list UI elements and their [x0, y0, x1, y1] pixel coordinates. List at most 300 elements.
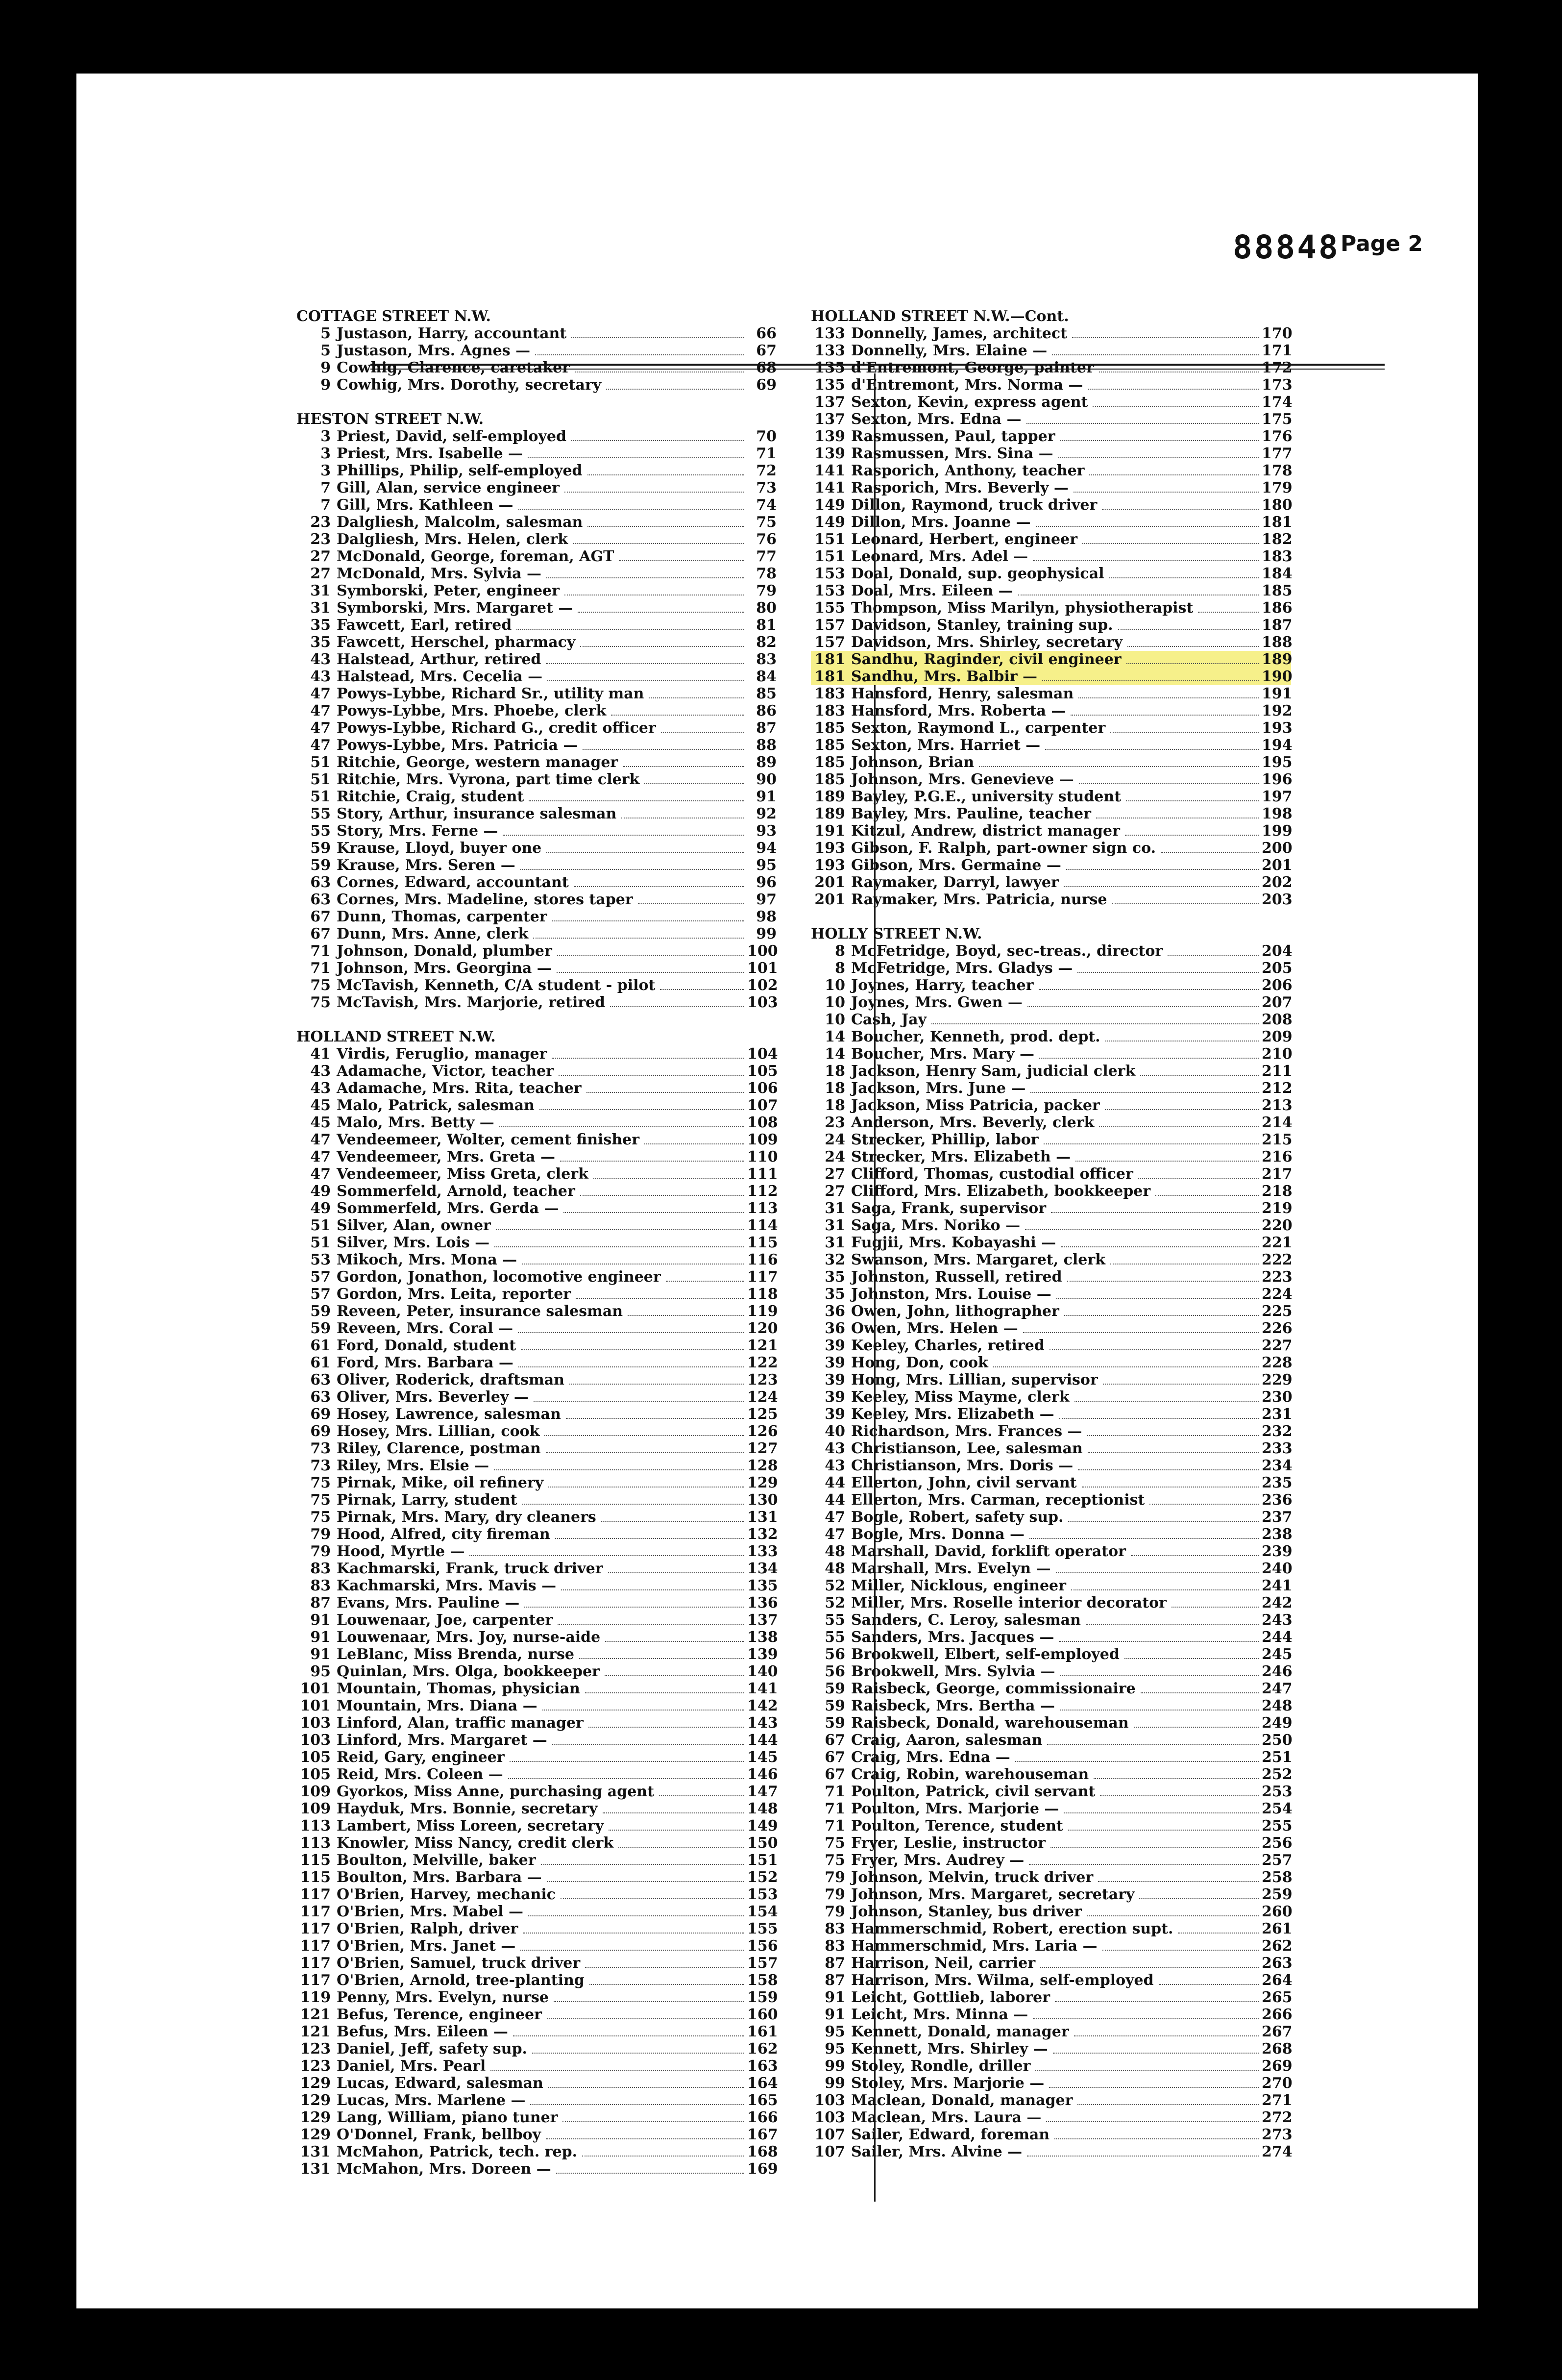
- resident-name: Sandhu, Mrs. Balbir —: [851, 668, 1038, 685]
- dot-leader: [539, 1109, 744, 1110]
- dot-leader: [644, 1143, 744, 1144]
- directory-entry: [811, 788, 1291, 805]
- resident-name: Bayley, Mrs. Pauline, teacher: [851, 805, 1091, 822]
- directory-entry: [296, 2143, 777, 2160]
- house-number: 181: [814, 651, 845, 668]
- resident-name: Harrison, Mrs. Wilma, self-employed: [851, 1972, 1154, 1989]
- house-number: 67: [825, 1732, 845, 1749]
- entry-reference: 85: [756, 685, 777, 702]
- house-number: 47: [310, 685, 331, 702]
- directory-entry: [296, 1217, 777, 1234]
- entry-reference: 221: [1262, 1234, 1293, 1251]
- directory-entry: [296, 1526, 777, 1543]
- house-number: 87: [310, 1594, 331, 1611]
- directory-entry: [811, 1663, 1291, 1680]
- house-number: 43: [825, 1440, 845, 1457]
- dot-leader: [1077, 2104, 1259, 2105]
- dot-leader: [496, 1229, 744, 1230]
- house-number: 123: [300, 2040, 331, 2058]
- directory-entry: [811, 1354, 1291, 1371]
- directory-entry: [811, 2040, 1291, 2058]
- house-number: 32: [825, 1251, 845, 1268]
- entry-reference: 198: [1262, 805, 1293, 822]
- dot-leader: [566, 1418, 744, 1419]
- house-number: 91: [310, 1629, 331, 1646]
- directory-entry: [296, 1732, 777, 1749]
- house-number: 59: [825, 1697, 845, 1714]
- house-number: 121: [300, 2023, 331, 2040]
- house-number: 14: [825, 1028, 845, 1045]
- dot-leader: [582, 2156, 744, 2157]
- entry-reference: 229: [1262, 1371, 1293, 1388]
- entry-reference: 220: [1262, 1217, 1293, 1234]
- dot-leader: [585, 1967, 744, 1968]
- entry-reference: 146: [747, 1766, 778, 1783]
- house-number: 39: [825, 1337, 845, 1354]
- entry-reference: 228: [1262, 1354, 1293, 1371]
- directory-entry: [811, 2075, 1291, 2092]
- resident-name: d'Entremont, George, painter: [851, 359, 1094, 376]
- directory-entry: [811, 394, 1291, 411]
- dot-leader: [528, 1915, 744, 1916]
- directory-entry: [296, 1920, 777, 1937]
- entry-reference: 141: [747, 1680, 778, 1697]
- dot-leader: [546, 2138, 744, 2139]
- directory-entry: [811, 994, 1291, 1011]
- dot-leader: [548, 1487, 744, 1488]
- dot-leader: [1088, 1452, 1259, 1453]
- dot-leader: [1172, 1607, 1259, 1608]
- directory-entry: [811, 1611, 1291, 1629]
- dot-leader: [490, 2070, 744, 2071]
- directory-entry: [296, 1406, 777, 1423]
- directory-entry: [296, 1989, 777, 2006]
- resident-name: Dillon, Mrs. Joanne —: [851, 514, 1031, 531]
- entry-reference: 131: [747, 1509, 778, 1526]
- entry-reference: 183: [1262, 548, 1293, 565]
- directory-entry: [296, 805, 777, 822]
- dot-leader: [1059, 1418, 1259, 1419]
- directory-entry: [811, 617, 1291, 634]
- house-number: 9: [320, 376, 331, 394]
- entry-reference: 269: [1262, 2058, 1293, 2075]
- entry-reference: 136: [747, 1594, 778, 1611]
- house-number: 83: [310, 1560, 331, 1577]
- resident-name: Cornes, Mrs. Madeline, stores taper: [337, 891, 633, 908]
- entry-reference: 147: [747, 1783, 778, 1800]
- dot-leader: [1015, 1761, 1259, 1762]
- directory-entry: [811, 2109, 1291, 2126]
- dot-leader: [552, 1058, 744, 1059]
- entry-reference: 242: [1262, 1594, 1293, 1611]
- resident-name: Rasporich, Mrs. Beverly —: [851, 479, 1069, 496]
- house-number: 48: [825, 1543, 845, 1560]
- entry-reference: 124: [747, 1388, 778, 1406]
- dot-leader: [1050, 1847, 1259, 1848]
- entry-reference: 237: [1262, 1509, 1293, 1526]
- resident-name: Joynes, Harry, teacher: [851, 977, 1034, 994]
- entry-reference: 80: [756, 599, 777, 617]
- house-number: 189: [814, 805, 845, 822]
- directory-entry: [296, 1509, 777, 1526]
- resident-name: Oliver, Mrs. Beverley —: [337, 1388, 529, 1406]
- dot-leader: [1052, 354, 1259, 355]
- resident-name: Reid, Mrs. Coleen —: [337, 1766, 503, 1783]
- resident-name: Christianson, Lee, salesman: [851, 1440, 1083, 1457]
- directory-entry: [296, 2126, 777, 2143]
- dot-leader: [660, 989, 744, 990]
- entry-reference: 177: [1262, 445, 1293, 462]
- entry-reference: 129: [747, 1474, 778, 1491]
- house-number: 101: [300, 1697, 331, 1714]
- directory-entry: [811, 1835, 1291, 1852]
- directory-entry: [811, 411, 1291, 428]
- dot-leader: [555, 1538, 744, 1539]
- directory-entry: [296, 1440, 777, 1457]
- dot-leader: [1074, 2035, 1259, 2036]
- resident-name: McMahon, Mrs. Doreen —: [337, 2160, 551, 2178]
- house-number: 113: [300, 1835, 331, 1852]
- entry-reference: 267: [1262, 2023, 1293, 2040]
- resident-name: Raisbeck, Mrs. Bertha —: [851, 1697, 1055, 1714]
- resident-name: O'Brien, Harvey, mechanic: [337, 1886, 556, 1903]
- directory-entry: [296, 1388, 777, 1406]
- house-number: 141: [814, 462, 845, 479]
- dot-leader: [1088, 389, 1259, 390]
- house-number: 3: [320, 462, 331, 479]
- directory-entry: [811, 1646, 1291, 1663]
- directory-entry: [296, 462, 777, 479]
- entry-reference: 150: [747, 1835, 778, 1852]
- directory-entry: [811, 1972, 1291, 1989]
- house-number: 63: [310, 891, 331, 908]
- entry-reference: 120: [747, 1320, 778, 1337]
- dot-leader: [1029, 1538, 1259, 1539]
- entry-reference: 272: [1262, 2109, 1293, 2126]
- entry-reference: 109: [747, 1131, 778, 1148]
- entry-reference: 79: [756, 582, 777, 599]
- entry-reference: 162: [747, 2040, 778, 2058]
- directory-entry: [811, 1234, 1291, 1251]
- house-number: 95: [310, 1663, 331, 1680]
- directory-entry: [296, 1097, 777, 1114]
- dot-leader: [494, 1246, 744, 1247]
- entry-reference: 166: [747, 2109, 778, 2126]
- entry-reference: 266: [1262, 2006, 1293, 2023]
- house-number: 67: [825, 1749, 845, 1766]
- directory-entry: [296, 1148, 777, 1165]
- directory-entry: [811, 462, 1291, 479]
- resident-name: Rasporich, Anthony, teacher: [851, 462, 1085, 479]
- directory-entry: [811, 1491, 1291, 1509]
- house-number: 123: [300, 2058, 331, 2075]
- entry-reference: 106: [747, 1080, 778, 1097]
- dot-leader: [1134, 1727, 1259, 1728]
- directory-entry: [296, 1268, 777, 1286]
- house-number: 44: [825, 1491, 845, 1509]
- resident-name: McTavish, Kenneth, C/A student - pilot: [337, 977, 656, 994]
- house-number: 47: [825, 1526, 845, 1543]
- entry-reference: 87: [756, 719, 777, 737]
- entry-reference: 258: [1262, 1869, 1293, 1886]
- entry-reference: 252: [1262, 1766, 1293, 1783]
- dot-leader: [609, 1830, 744, 1831]
- entry-reference: 67: [756, 342, 777, 359]
- directory-entry: [811, 445, 1291, 462]
- dot-leader: [547, 1881, 744, 1882]
- dot-leader: [469, 1555, 744, 1556]
- resident-name: Gibson, Mrs. Germaine —: [851, 857, 1061, 874]
- house-number: 109: [300, 1800, 331, 1817]
- resident-name: Cowhig, Clarence, caretaker: [337, 359, 570, 376]
- entry-reference: 213: [1262, 1097, 1293, 1114]
- house-number: 183: [814, 702, 845, 719]
- directory-entry: [296, 651, 777, 668]
- entry-reference: 75: [756, 514, 777, 531]
- house-number: 183: [814, 685, 845, 702]
- entry-reference: 273: [1262, 2126, 1293, 2143]
- entry-reference: 203: [1262, 891, 1293, 908]
- resident-name: Mountain, Mrs. Diana —: [337, 1697, 537, 1714]
- house-number: 133: [814, 342, 845, 359]
- resident-name: Boulton, Mrs. Barbara —: [337, 1869, 542, 1886]
- house-number: 63: [310, 1388, 331, 1406]
- entry-reference: 119: [747, 1303, 778, 1320]
- directory-entry: [811, 1920, 1291, 1937]
- dot-leader: [618, 1847, 744, 1848]
- house-number: 135: [814, 359, 845, 376]
- resident-name: Strecker, Phillip, labor: [851, 1131, 1039, 1148]
- house-number: 52: [825, 1577, 845, 1594]
- dot-leader: [542, 1710, 744, 1711]
- entry-reference: 204: [1262, 942, 1293, 960]
- directory-entry: [296, 822, 777, 840]
- resident-name: O'Brien, Samuel, truck driver: [337, 1955, 581, 1972]
- house-number: 39: [825, 1406, 845, 1423]
- resident-name: McMahon, Patrick, tech. rep.: [337, 2143, 578, 2160]
- entry-reference: 157: [747, 1955, 778, 1972]
- resident-name: Rasmussen, Mrs. Sina —: [851, 445, 1053, 462]
- directory-entry: [811, 685, 1291, 702]
- resident-name: Powys-Lybbe, Mrs. Phoebe, clerk: [337, 702, 607, 719]
- resident-name: Gordon, Jonathon, locomotive engineer: [337, 1268, 661, 1286]
- dot-leader: [571, 440, 744, 441]
- entry-reference: 197: [1262, 788, 1293, 805]
- directory-entry: [811, 891, 1291, 908]
- entry-reference: 92: [756, 805, 777, 822]
- house-number: 39: [825, 1388, 845, 1406]
- directory-entry: [296, 1783, 777, 1800]
- directory-entry: [811, 565, 1291, 582]
- house-number: 61: [310, 1337, 331, 1354]
- house-number: 113: [300, 1817, 331, 1835]
- entry-reference: 188: [1262, 634, 1293, 651]
- entry-reference: 140: [747, 1663, 778, 1680]
- resident-name: Raymaker, Mrs. Patricia, nurse: [851, 891, 1107, 908]
- dot-leader: [1045, 749, 1259, 750]
- directory-entry: [811, 1388, 1291, 1406]
- entry-reference: 170: [1262, 325, 1293, 342]
- dot-leader: [1039, 989, 1259, 990]
- directory-entry: [811, 1903, 1291, 1920]
- directory-entry: [811, 496, 1291, 514]
- house-number: 43: [825, 1457, 845, 1474]
- street-heading: HESTON STREET N.W.: [296, 411, 484, 428]
- directory-entry: [811, 1937, 1291, 1955]
- directory-entry: [811, 1955, 1291, 1972]
- house-number: 79: [825, 1869, 845, 1886]
- dot-leader: [1071, 1589, 1259, 1590]
- directory-entry: [296, 719, 777, 737]
- house-number: 59: [310, 840, 331, 857]
- directory-entry: [296, 788, 777, 805]
- directory-entry: [296, 1886, 777, 1903]
- house-number: 101: [300, 1680, 331, 1697]
- directory-entry: [296, 1972, 777, 1989]
- directory-entry: [811, 942, 1291, 960]
- resident-name: Keeley, Mrs. Elizabeth —: [851, 1406, 1054, 1423]
- dot-leader: [561, 1589, 744, 1590]
- house-number: 36: [825, 1303, 845, 1320]
- entry-reference: 168: [747, 2143, 778, 2160]
- dot-leader: [513, 2035, 744, 2036]
- house-number: 79: [825, 1903, 845, 1920]
- entry-reference: 181: [1262, 514, 1293, 531]
- directory-entry: [811, 634, 1291, 651]
- dot-leader: [1155, 1195, 1259, 1196]
- directory-entry: [296, 376, 777, 394]
- house-number: 185: [814, 719, 845, 737]
- entry-reference: 148: [747, 1800, 778, 1817]
- resident-name: Johnston, Russell, retired: [851, 1268, 1062, 1286]
- directory-entry: [296, 1371, 777, 1388]
- entry-reference: 234: [1262, 1457, 1293, 1474]
- directory-entry: [811, 1217, 1291, 1234]
- house-number: 87: [825, 1972, 845, 1989]
- house-number: 95: [825, 2023, 845, 2040]
- resident-name: Symborski, Peter, engineer: [337, 582, 560, 599]
- resident-name: Maclean, Mrs. Laura —: [851, 2109, 1042, 2126]
- resident-name: Priest, Mrs. Isabelle —: [337, 445, 523, 462]
- entry-reference: 100: [747, 942, 778, 960]
- dot-leader: [1072, 337, 1259, 338]
- directory-entry: [811, 1251, 1291, 1268]
- house-number: 51: [310, 1217, 331, 1234]
- entry-reference: 126: [747, 1423, 778, 1440]
- entry-reference: 125: [747, 1406, 778, 1423]
- dot-leader: [1027, 1006, 1259, 1007]
- house-number: 71: [310, 960, 331, 977]
- entry-reference: 211: [1262, 1063, 1293, 1080]
- dot-leader: [1094, 1778, 1259, 1779]
- entry-reference: 77: [756, 548, 777, 565]
- house-number: 67: [310, 925, 331, 942]
- entry-reference: 265: [1262, 1989, 1293, 2006]
- dot-leader: [601, 1521, 744, 1522]
- resident-name: Clifford, Mrs. Elizabeth, bookkeeper: [851, 1183, 1151, 1200]
- resident-name: Sommerfeld, Mrs. Gerda —: [337, 1200, 559, 1217]
- entry-reference: 184: [1262, 565, 1293, 582]
- dot-leader: [518, 509, 745, 510]
- house-number: 57: [310, 1286, 331, 1303]
- dot-leader: [585, 1692, 744, 1693]
- directory-entry: [811, 531, 1291, 548]
- entry-reference: 262: [1262, 1937, 1293, 1955]
- resident-name: Davidson, Mrs. Shirley, secretary: [851, 634, 1123, 651]
- entry-reference: 176: [1262, 428, 1293, 445]
- house-number: 31: [310, 582, 331, 599]
- resident-name: Malo, Mrs. Betty —: [337, 1114, 494, 1131]
- house-number: 35: [310, 617, 331, 634]
- resident-name: Louwenaar, Joe, carpenter: [337, 1611, 553, 1629]
- entry-reference: 224: [1262, 1286, 1293, 1303]
- directory-entry: [811, 1286, 1291, 1303]
- entry-reference: 200: [1262, 840, 1293, 857]
- house-number: 83: [825, 1937, 845, 1955]
- resident-name: Hammerschmid, Mrs. Laria —: [851, 1937, 1098, 1955]
- directory-entry: [296, 1045, 777, 1063]
- directory-entry: [296, 2023, 777, 2040]
- resident-name: O'Brien, Mrs. Janet —: [337, 1937, 516, 1955]
- house-number: 129: [300, 2126, 331, 2143]
- entry-reference: 250: [1262, 1732, 1293, 1749]
- dot-leader: [587, 526, 744, 527]
- resident-name: Powys-Lybbe, Mrs. Patricia —: [337, 737, 578, 754]
- entry-reference: 78: [756, 565, 777, 582]
- resident-name: Sexton, Mrs. Harriet —: [851, 737, 1041, 754]
- entry-reference: 161: [747, 2023, 778, 2040]
- resident-name: Fryer, Leslie, instructor: [851, 1835, 1046, 1852]
- resident-name: Anderson, Mrs. Beverly, clerk: [851, 1114, 1095, 1131]
- entry-reference: 235: [1262, 1474, 1293, 1491]
- resident-name: Boulton, Melville, baker: [337, 1852, 536, 1869]
- house-number: 153: [814, 582, 845, 599]
- resident-name: O'Donnel, Frank, bellboy: [337, 2126, 541, 2143]
- resident-name: Sexton, Mrs. Edna —: [851, 411, 1022, 428]
- house-number: 135: [814, 376, 845, 394]
- resident-name: Sailer, Edward, foreman: [851, 2126, 1050, 2143]
- directory-entry: [296, 1354, 777, 1371]
- dot-leader: [623, 766, 744, 767]
- dot-leader: [573, 543, 744, 544]
- dot-leader: [1103, 1384, 1259, 1385]
- house-number: 55: [825, 1629, 845, 1646]
- dot-leader: [508, 1778, 744, 1779]
- house-number: 3: [320, 445, 331, 462]
- dot-leader: [1110, 732, 1259, 733]
- directory-entry: [296, 1491, 777, 1509]
- entry-reference: 191: [1262, 685, 1293, 702]
- entry-reference: 201: [1262, 857, 1293, 874]
- resident-name: Sanders, Mrs. Jacques —: [851, 1629, 1054, 1646]
- entry-reference: 264: [1262, 1972, 1293, 1989]
- resident-name: Fawcett, Herschel, pharmacy: [337, 634, 576, 651]
- resident-name: Vendeemeer, Mrs. Greta —: [337, 1148, 556, 1165]
- entry-reference: 86: [756, 702, 777, 719]
- dot-leader: [524, 1607, 744, 1608]
- dot-leader: [580, 646, 744, 647]
- house-number: 75: [310, 1491, 331, 1509]
- house-number: 7: [320, 479, 331, 496]
- page-label: Page 2: [1341, 231, 1423, 256]
- house-number: 71: [825, 1817, 845, 1835]
- directory-entry: [811, 1440, 1291, 1457]
- dot-leader: [1067, 1281, 1259, 1282]
- directory-entry: [296, 874, 777, 891]
- entry-reference: 110: [747, 1148, 778, 1165]
- house-number: 107: [814, 2126, 845, 2143]
- house-number: 83: [825, 1920, 845, 1937]
